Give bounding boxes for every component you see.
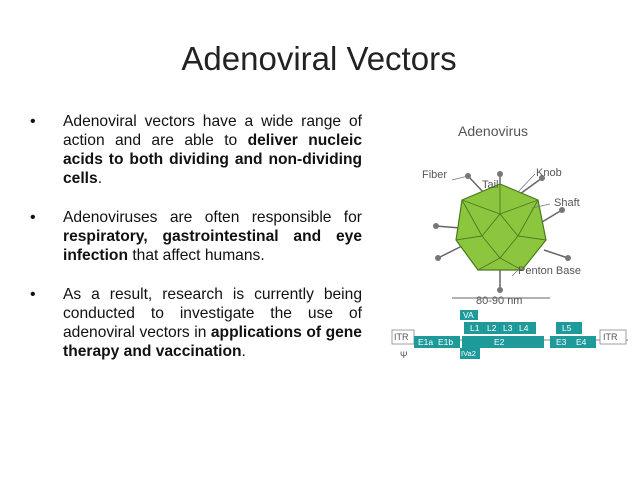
bullet-text: that affect humans. [127,247,265,264]
bullet-text: Adenoviruses are often responsible for [63,209,362,226]
va-label: VA [463,310,474,320]
itr-right-label: ITR [603,332,618,342]
iva2-label: IVa2 [461,349,476,358]
genome-map [392,310,628,360]
e4-label: E4 [576,337,587,347]
bullet-emphasis: respiratory, gastrointestinal and eye infection [63,228,362,264]
bullet-marker: • [30,113,36,130]
fiber-label: Fiber [422,169,448,181]
penton-base-label: Penton Base [518,265,581,277]
l1-label: L1 [470,323,480,333]
l4-label: L4 [519,323,529,333]
e2-label: E2 [494,337,505,347]
bullet-text: As a result, research is currently being conducted to investigate the use of adenoviral vectors in [63,286,362,341]
adenovirus-figure [390,118,630,378]
e1b-label: E1b [438,337,454,347]
itr-left-label: ITR [394,332,409,342]
knob-label: Knob [536,167,562,179]
shaft-label: Shaft [554,197,580,209]
e3-label: E3 [556,337,567,347]
bullet-text: Adenoviral vectors have a wide range of action and are able to [63,113,362,149]
size-label: 80-90 nm [476,295,523,307]
bullet-item [28,208,362,265]
tail-label: Tail [482,179,499,191]
figure-title: Adenovirus [458,123,529,139]
adenovirus-diagram [390,118,630,378]
slide-title: Adenoviral Vectors [181,40,457,77]
bullet-item [28,285,362,361]
bullet-marker: • [30,209,36,226]
psi-label: Ψ [400,350,408,360]
bullet-marker: • [30,286,36,303]
bullet-item [28,112,362,188]
bullet-text: . [97,170,103,187]
capsid [456,184,546,270]
bullet-emphasis: applications of gene therapy and vaccination [63,324,362,360]
l2-label: L2 [487,323,497,333]
bullet-list [28,112,362,381]
bullet-text: . [241,343,246,360]
l5-label: L5 [562,323,572,333]
bullet-emphasis: deliver nucleic acids to both dividing and non-dividing cells [63,132,362,187]
l3-label: L3 [503,323,513,333]
e1a-label: E1a [418,337,434,347]
